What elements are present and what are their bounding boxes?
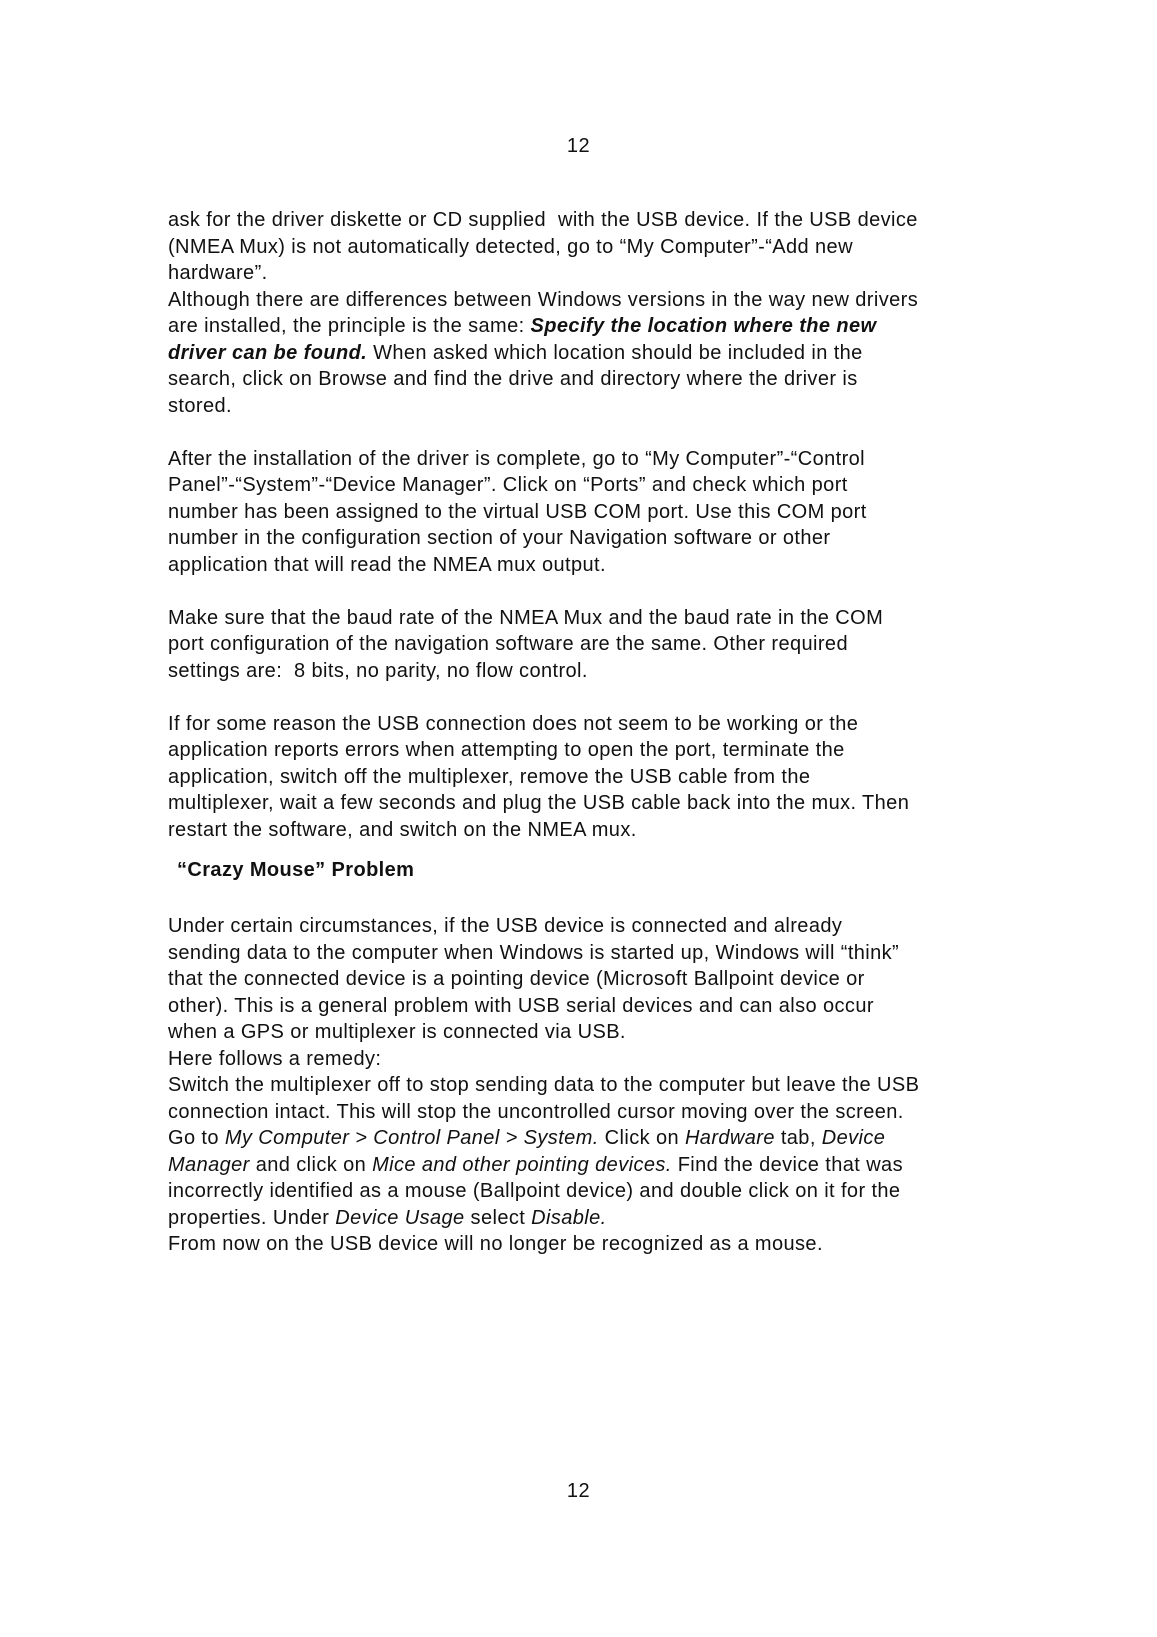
text-line — [168, 711, 998, 738]
italic-text: Manager — [168, 1153, 250, 1176]
body-text: sending data to the computer when Windows is started up, Windows will “think” — [168, 941, 900, 964]
italic-text: Disable. — [531, 1206, 607, 1229]
body-text: When asked which location should be included in the — [367, 341, 863, 364]
body-text: search, click on Browse and find the drive and directory where the driver is — [168, 368, 858, 390]
italic-text: Hardware — [684, 1127, 775, 1149]
text-line — [168, 446, 998, 473]
body-text: application, switch off the multiplexer, remove the USB cable from the — [168, 765, 811, 788]
body-text: Make sure that the baud rate of the NMEA Mux and the baud rate in the COM — [168, 606, 884, 629]
text-line — [168, 1046, 998, 1073]
text-line — [168, 993, 998, 1020]
text-line — [168, 966, 998, 993]
text-line — [168, 525, 998, 552]
body-text: If for some reason the USB connection does not seem to be working or the — [168, 712, 859, 735]
text-line — [168, 940, 998, 967]
text-line — [168, 1205, 998, 1232]
body-text: port configuration of the navigation software are the same. Other required — [168, 633, 848, 655]
text-line — [168, 260, 998, 287]
text-line — [177, 857, 998, 884]
body-text: tab, — [774, 1127, 822, 1149]
body-text: From now on the USB device will no longer be recognized as a mouse. — [168, 1233, 823, 1255]
section-heading — [168, 857, 998, 884]
bold-italic-text: Specify the location where the new — [530, 315, 877, 337]
body-text: Panel”-“System”-“Device Manager”. Click on “Ports” and check which port — [168, 474, 848, 496]
italic-text: Device — [821, 1127, 886, 1149]
body-text: Although there are differences between Windows versions in the way new drivers — [168, 288, 919, 311]
paragraph — [168, 207, 998, 419]
text-line — [168, 605, 998, 632]
text-line — [168, 817, 998, 844]
body-text: Here follows a remedy: — [168, 1047, 382, 1070]
body-text: stored. — [168, 394, 232, 417]
text-line — [168, 366, 998, 393]
italic-text: Device Usage — [335, 1206, 465, 1229]
document-body — [168, 207, 998, 1284]
body-text: settings are: 8 bits, no parity, no flow control. — [168, 659, 588, 682]
text-line — [168, 207, 998, 234]
body-text: properties. Under — [168, 1206, 336, 1229]
body-text: when a GPS or multiplexer is connected via USB. — [168, 1021, 626, 1043]
body-text: Under certain circumstances, if the USB device is connected and already — [168, 915, 843, 937]
paragraph — [168, 446, 998, 579]
text-line — [168, 499, 998, 526]
body-text: and click on — [249, 1153, 373, 1176]
text-line — [168, 1231, 998, 1258]
paragraph — [168, 605, 998, 685]
body-text: Find the device that was — [671, 1153, 903, 1176]
body-text: multiplexer, wait a few seconds and plug the USB cable back into the mux. Then — [168, 792, 910, 814]
text-line — [168, 631, 998, 658]
body-text: “Crazy Mouse” Problem — [177, 858, 415, 881]
body-text: Switch the multiplexer off to stop sending data to the computer but leave the USB — [168, 1074, 920, 1096]
page-number-footer: 12 — [566, 1480, 591, 1502]
text-line — [168, 552, 998, 579]
body-text: (NMEA Mux) is not automatically detected, go to “My Computer”-“Add new — [168, 235, 853, 258]
body-text: number has been assigned to the virtual USB COM port. Use this COM port — [168, 500, 867, 523]
text-line — [168, 1019, 998, 1046]
text-line — [168, 472, 998, 499]
text-line — [168, 1072, 998, 1099]
paragraph — [168, 913, 998, 1258]
text-line — [168, 790, 998, 817]
italic-text: My Computer > Control Panel > System. — [224, 1127, 599, 1149]
body-text: that the connected device is a pointing device (Microsoft Ballpoint device or — [168, 968, 865, 990]
text-line — [168, 737, 998, 764]
body-text: select — [464, 1206, 532, 1229]
text-line — [168, 234, 998, 261]
body-text: other). This is a general problem with USB serial devices and can also occur — [168, 994, 874, 1017]
body-text: application that will read the NMEA mux output. — [168, 553, 606, 576]
text-line — [168, 913, 998, 940]
body-text: incorrectly identified as a mouse (Ballpoint device) and double click on it for the — [168, 1180, 901, 1202]
body-text: application reports errors when attempting to open the port, terminate the — [168, 739, 845, 761]
bold-italic-text: driver can be found. — [168, 341, 368, 364]
text-line — [168, 1125, 998, 1152]
body-text: Go to — [168, 1127, 225, 1149]
body-text: hardware”. — [168, 262, 268, 284]
text-line — [168, 1178, 998, 1205]
body-text: are installed, the principle is the same: — [168, 315, 531, 337]
paragraph — [168, 711, 998, 844]
body-text: ask for the driver diskette or CD supplied with the USB device. If the USB device — [168, 209, 918, 231]
text-line — [168, 1099, 998, 1126]
italic-text: Mice and other pointing devices. — [372, 1153, 672, 1176]
body-text: number in the configuration section of your Navigation software or other — [168, 527, 831, 549]
text-line — [168, 1152, 998, 1179]
text-line — [168, 658, 998, 685]
text-line — [168, 287, 998, 314]
body-text: restart the software, and switch on the NMEA mux. — [168, 818, 637, 841]
body-text: connection intact. This will stop the uncontrolled cursor moving over the screen. — [168, 1100, 904, 1123]
page-number-header: 12 — [566, 135, 591, 157]
body-text: After the installation of the driver is complete, go to “My Computer”-“Control — [168, 447, 866, 470]
body-text: Click on — [598, 1127, 685, 1149]
text-line — [168, 393, 998, 420]
text-line — [168, 340, 998, 367]
text-line — [168, 313, 998, 340]
text-line — [168, 764, 998, 791]
